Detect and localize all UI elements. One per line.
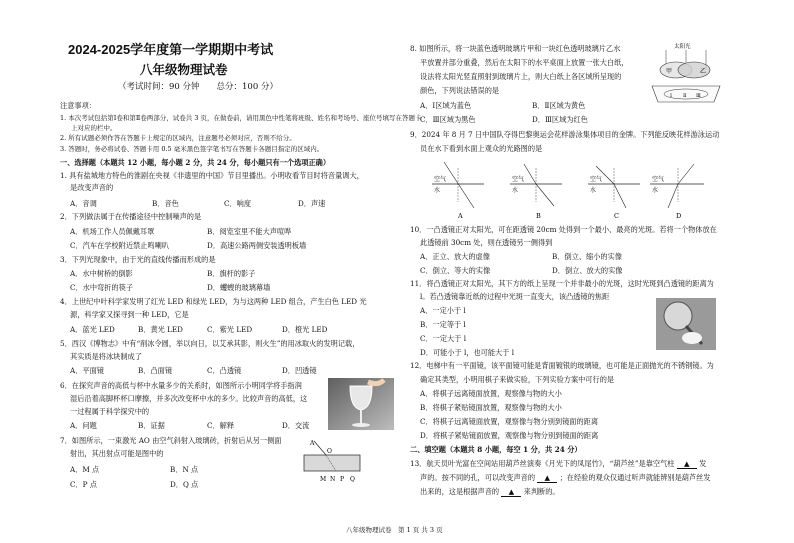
q8-stem: 颜色，下列说法错误的是: [420, 86, 500, 95]
q6-wine-glass-figure: [328, 378, 394, 430]
q8-stem: 平放置并部分重叠，然后在太阳下的水平桌面上放置一张大白纸，: [420, 58, 629, 67]
note-line: 2. 所有试题必须作答在答题卡上规定的区域内，注意题号必须对应，否则不给分。: [60, 134, 296, 142]
q11-option: A．一定小于 l: [420, 306, 466, 315]
q9-choice-c: C: [614, 212, 619, 220]
q11-option: D．可能小于 l，也可能大于 l: [420, 348, 514, 357]
q13-text: 来判断的。: [523, 487, 560, 496]
q9-stem: 员在水下看到水面上观众的光路图的是: [420, 144, 543, 153]
q8-label-region1: Ⅰ: [670, 93, 672, 99]
q11-stem: 11．将凸透镜正对太阳光，其下方的纸上呈现一个并非最小的光斑，这时光斑到凸透镜的距离为: [410, 279, 714, 288]
q9-a-water: 水: [434, 187, 441, 194]
q8-option: D．Ⅲ区域为红色: [532, 115, 588, 124]
q7-label-m: M: [320, 476, 327, 483]
q4-option: A．蓝光 LED: [70, 325, 115, 334]
q3-stem: 3．下列光现象中，由于光的直线传播而形成的是: [60, 255, 216, 264]
q2-option: D．高速公路两侧安装透明板墙: [207, 241, 307, 250]
q9-choice-d: D: [676, 212, 682, 220]
q7-option: A．M 点: [70, 465, 100, 474]
q10-stem: 此透镜前 30cm 处，则在透镜另一侧得到: [420, 238, 553, 247]
q13-line: [420, 473, 711, 483]
q11-option: C．一定大于 l: [420, 334, 467, 343]
q7-glass-brick-figure: [300, 437, 364, 485]
q10-option: D．倒立、放大的实像: [552, 266, 623, 275]
q3-option: C．水中弯折的筷子: [70, 283, 134, 292]
q2-stem: 2．下列做法属于在传播途径中控制噪声的是: [60, 212, 202, 221]
exam-meta: （考试时间：90 分钟 总分：100 分）: [118, 82, 278, 92]
answer-blank[interactable]: [537, 473, 557, 483]
q6-option: A．问题: [70, 421, 97, 430]
q12-option: B．将棋子紧贴镜面放置，观察像与物的大小: [420, 403, 562, 412]
q11-lens-photo: [656, 298, 716, 350]
q3-option: D．蠼螋的玻璃幕墙: [207, 283, 271, 292]
q5-stem: 其实质是将冰块制成了: [70, 352, 142, 361]
q9-a-air: 空气: [434, 176, 447, 183]
q7-label-o: O: [327, 448, 332, 455]
q7-label-q: Q: [350, 476, 355, 483]
q8-label-jia: 甲: [666, 68, 673, 75]
exam-subtitle: 八年级物理试卷: [140, 62, 228, 77]
q8-label-sunlight: 太阳光: [674, 44, 691, 50]
q2-option: B．阅览室里不能大声喧哗: [207, 227, 292, 236]
q8-label-yi: 乙: [700, 68, 707, 75]
q8-stem: 设法将太阳光竖直照射到玻璃片上，则大白纸上各区域所呈现的: [420, 72, 622, 81]
q10-option: A．正立、放大的虚像: [420, 252, 490, 261]
exam-title: 2024-2025学年度第一学期期中考试: [68, 42, 274, 57]
q13-text: 发: [699, 459, 707, 468]
q9-diagram-b: [510, 164, 562, 220]
q1-option: C．响度: [224, 199, 252, 208]
q5-option: B．凸面镜: [138, 366, 173, 375]
q4-option: B．黄光 LED: [138, 325, 183, 334]
q5-option: A．平面镜: [70, 366, 104, 375]
q2-option: C．汽车在学校附近禁止鸣喇叭: [70, 241, 169, 250]
q7-label-p: P: [340, 476, 345, 483]
q7-option: D．Q 点: [170, 480, 199, 489]
q9-c-air: 空气: [590, 176, 603, 183]
q12-stem: 12．电梯中有一平面镜，该平面镜可能是背面镀银的玻璃镜，也可能是正面抛光的不锈钢镜。为: [410, 361, 714, 370]
q8-option: C．Ⅲ区域为黑色: [420, 115, 476, 124]
q4-stem: 4．上世纪中叶科学家发明了红光 LED 和绿光 LED，为与这两种 LED 组合，产生白色 LED 光: [60, 297, 367, 306]
blank-marker-icon: ▲: [544, 473, 551, 482]
q9-d-air: 空气: [652, 176, 665, 183]
q7-option: C．P 点: [70, 480, 97, 489]
q6-stem: 一过程属于科学探究中的: [70, 407, 150, 416]
q8-color-glass-figure: [646, 40, 726, 106]
q10-option: C．倒立、等大的实像: [420, 266, 491, 275]
q8-option: B．Ⅱ区域为黄色: [532, 101, 586, 110]
q9-diagram-a: [432, 162, 484, 220]
q6-stem: 湿后沿着高脚杯杯口摩擦，并多次改变杯中水的多少。比较声音的高低，这: [70, 394, 308, 403]
q8-label-region2: Ⅱ: [683, 93, 687, 99]
q6-option: C．解释: [207, 421, 235, 430]
q5-stem: 5．西汉《博物志》中有“削冰令圆，举以向日，以艾承其影，则火生”的用冰取火的发明记载，: [60, 339, 360, 348]
q11-stem: l。若凸透镜靠近纸的过程中光斑一直变大，该凸透镜的焦距: [420, 292, 610, 301]
q12-option: D．将棋子紧贴镜面放置，观察像与物分别到镜面的距离: [420, 431, 599, 440]
q8-option: A．Ⅰ区域为蓝色: [420, 101, 472, 110]
q13-text: 13．航天员叶光富在空间站用葫芦丝演奏《月光下的凤尾竹》，“葫芦丝”是靠空气柱: [410, 459, 675, 468]
q9-d-water: 水: [652, 187, 659, 194]
answer-blank[interactable]: [501, 487, 521, 497]
section2-heading: 二、填空题（本题共 8 小题，每空 1 分，共 24 分）: [410, 445, 582, 454]
q9-diagram-d: [650, 164, 704, 220]
q1-option: D．声速: [298, 199, 326, 208]
q8-stem: 8. 如图所示，将一块蓝色透明玻璃片甲和一块红色透明玻璃片乙水: [410, 44, 621, 53]
q5-option: C．凸透镜: [207, 366, 242, 375]
q4-option: C．紫光 LED: [207, 325, 253, 334]
q13-text: 出来的，这是根据声音的: [420, 487, 500, 496]
note-line: 3. 答题时，务必将试卷、答题卡用 0.5 毫米黑色签字笔书写在答题卡各题目指定的区域内。: [60, 145, 324, 153]
q7-stem: 射出，其出射点可能是图中的: [70, 449, 164, 458]
q3-option: B．旗杆的影子: [207, 269, 256, 278]
q12-option: C．将棋子远离镜面放置，观察像与物分别到镜面的距离: [420, 417, 599, 426]
q12-stem: 确定其类型，小明用棋子来做实验，下列实验方案中可行的是: [420, 375, 615, 384]
q9-light-path-figures: [432, 158, 712, 220]
q1-option: A．音调: [70, 199, 97, 208]
q8-label-region3: Ⅲ: [696, 93, 701, 99]
q9-diagram-c: [588, 166, 640, 220]
q4-option: D．橙光 LED: [282, 325, 328, 334]
q9-choice-b: B: [536, 212, 541, 220]
q7-option: B．N 点: [170, 465, 199, 474]
q10-stem: 10．一凸透镜正对太阳光，可在距透镜 20cm 处得到一个最小、最亮的光斑。若将一个物体放在: [410, 225, 717, 234]
q1-option: B．音色: [152, 199, 179, 208]
q7-stem: 7．如图所示，一束激光 AO 由空气斜射入玻璃砖，折射后从另一侧面: [60, 436, 282, 445]
q11-option: B．一定等于 l: [420, 320, 466, 329]
q4-stem: 源，科学家又探寻到一种 LED，它是: [70, 310, 189, 319]
blank-marker-icon: ▲: [684, 459, 690, 468]
q7-label-n: N: [330, 476, 336, 483]
note-line: 1. 本次考试包括第Ⅰ卷和第Ⅱ卷两部分，试卷共 3 页，在做卷前，请用黑色中性笔将班级、姓名和考场号、座位号填写在答题卡: [60, 114, 422, 122]
q3-option: A．水中树桥的倒影: [70, 269, 133, 278]
q2-option: A．机场工作人员佩戴耳罩: [70, 227, 155, 236]
q12-option: A．将棋子远离镜面放置，观察像与物的大小: [420, 389, 562, 398]
q13-text: ；在经验的观众仅通过听声就能辨别是葫芦丝发: [559, 473, 711, 482]
q1-stem: 是改变声音的: [70, 183, 114, 192]
q10-option: B．倒立、缩小的实像: [552, 252, 622, 261]
q9-c-water: 水: [590, 187, 597, 194]
q13-text: 声的。按不同的孔，可以改变声音的: [420, 473, 536, 482]
answer-blank[interactable]: [677, 459, 697, 469]
notes-heading: 注意事项：: [60, 101, 96, 110]
q13-line: [420, 487, 560, 497]
q1-stem: 1. 具有盐城地方特色的淮剧在央视《非遗里的中国》节目里播出。小明收看节目时将音量调大，: [60, 171, 364, 180]
q9-b-water: 水: [512, 187, 519, 194]
q9-choice-a: A: [458, 212, 463, 220]
q6-option: B．证据: [138, 421, 165, 430]
q6-stem: 6．在探究声音的高低与杯中水量多少的关系时，如图所示小明同学将手指润: [60, 381, 302, 390]
q6-option: D．交流: [282, 421, 310, 430]
q13-line: [410, 459, 706, 469]
q5-option: D．凹透镜: [282, 366, 317, 375]
note-line: 上对应的栏中。: [71, 124, 117, 132]
q9-stem: 9．2024 年 8 月 7 日中国队夺得巴黎奥运会花样游泳集体项目的金牌。下列能反映花样游泳运动: [410, 130, 720, 139]
q7-label-a: A: [310, 440, 315, 447]
section1-heading: 一、选择题（本题共 12 小题，每小题 2 分，共 24 分，每小题只有一个选项正确）: [60, 158, 331, 167]
q9-b-air: 空气: [512, 176, 525, 183]
page-footer: 八年级物理试卷 第 1 页 共 3 页: [346, 526, 443, 534]
blank-marker-icon: ▲: [508, 487, 515, 496]
